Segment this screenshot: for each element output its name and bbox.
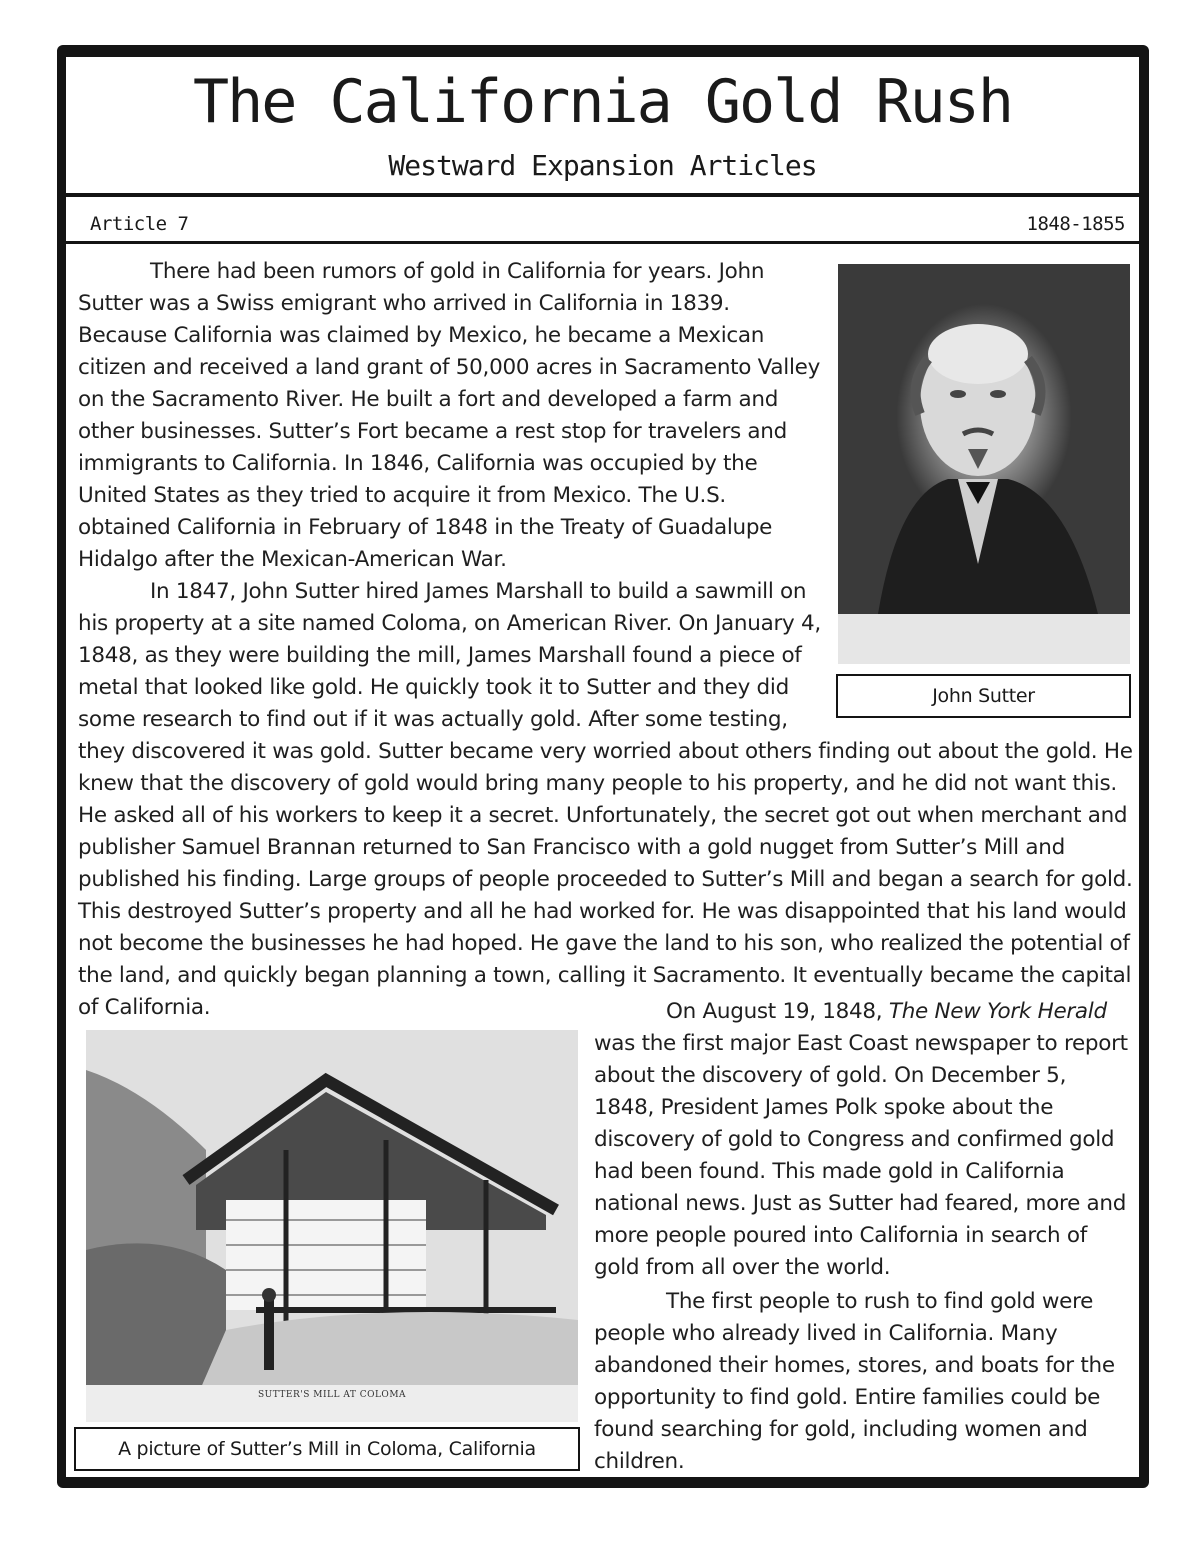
- paragraph-1-text: There had been rumors of gold in California for years. John Sutter was a Swiss emigrant who arrived in California in 1839. Because California was claimed by Mexico, he became a Mexican citizen and received a land grant of 50,000 acres in Sacramento Valley on the Sacramento River. He built a fort and developed a farm and other businesses. Sutter’s Fort became a rest stop for travelers and immigrants to California. In 1846, California was occupied by the United States as they tried to acquire it from Mexico. The U.S. obtained California in February of 1848 in the Treaty of Guadalupe Hidalgo after the Mexican-American War.: [78, 259, 820, 572]
- paragraph-3-rest: was the first major East Coast newspaper to report about the discovery of gold. On December 5, 1848, President James Polk spoke about the discovery of gold to Congress and confirmed gold had been found. This made gold in California national news. Just as Sutter had feared, more and more people poured into California in search of gold from all over the world.: [594, 1031, 1128, 1280]
- paragraph-2-bottom: [78, 736, 1133, 1024]
- header-box: [66, 57, 1139, 197]
- article-number: Article 7: [90, 213, 189, 235]
- sutter-portrait-drawing: [838, 264, 1130, 664]
- sutter-caption: John Sutter: [836, 674, 1131, 718]
- sutter-portrait-image: [838, 264, 1130, 664]
- paragraph-3: [594, 996, 1129, 1284]
- newspaper-name: The New York Herald: [888, 999, 1107, 1024]
- mill-drawing: [86, 1030, 578, 1422]
- article-years: 1848-1855: [1026, 213, 1125, 235]
- paragraph-2-bottom-text: they discovered it was gold. Sutter became very worried about others finding out about the gold. He knew that the discovery of gold would bring many people to his property, and he did not want this. He asked all of his workers to keep it a secret. Unfortunately, the secret got out when merchant and publisher Samuel Brannan returned to San Francisco with a gold nugget from Sutter’s Mill and published his finding. Large groups of people proceeded to Sutter’s Mill and began a search for gold. This destroyed Sutter’s property and all he had worked for. He was disappointed that his land would not become the businesses he had hoped. He gave the land to his son, who realized the potential of the land, and quickly began planning a town, calling it Sacramento. It eventually became the capital of California.: [78, 739, 1133, 1020]
- meta-divider: [66, 241, 1139, 244]
- mill-caption: A picture of Sutter’s Mill in Coloma, California: [74, 1427, 580, 1471]
- portrait-margin: [838, 614, 1130, 664]
- paragraph-4: [594, 1286, 1129, 1478]
- page-title: The California Gold Rush: [193, 67, 1012, 137]
- paragraph-2-top: [78, 576, 823, 736]
- mill-photo-inscription: SUTTER'S MILL AT COLOMA: [257, 1390, 407, 1400]
- paragraph-4-text: The first people to rush to find gold were people who already lived in California. Many abandoned their homes, stores, and boats for the opportunity to find gold. Entire families could be found searching for gold, including women and children.: [594, 1289, 1115, 1474]
- paragraph-3-lead: On August 19, 1848,: [666, 999, 883, 1024]
- page-subtitle: Westward Expansion Articles: [388, 149, 817, 182]
- paragraph-2-top-text: In 1847, John Sutter hired James Marshall to build a sawmill on his property at a site named Coloma, on American River. On January 4, 1848, as they were building the mill, James Marshall found a piece of metal that looked like gold. He quickly took it to Sutter and they did some research to find out if it was actually gold. After some testing,: [78, 579, 821, 732]
- paragraph-1: [78, 256, 823, 576]
- sutters-mill-image: [86, 1030, 578, 1422]
